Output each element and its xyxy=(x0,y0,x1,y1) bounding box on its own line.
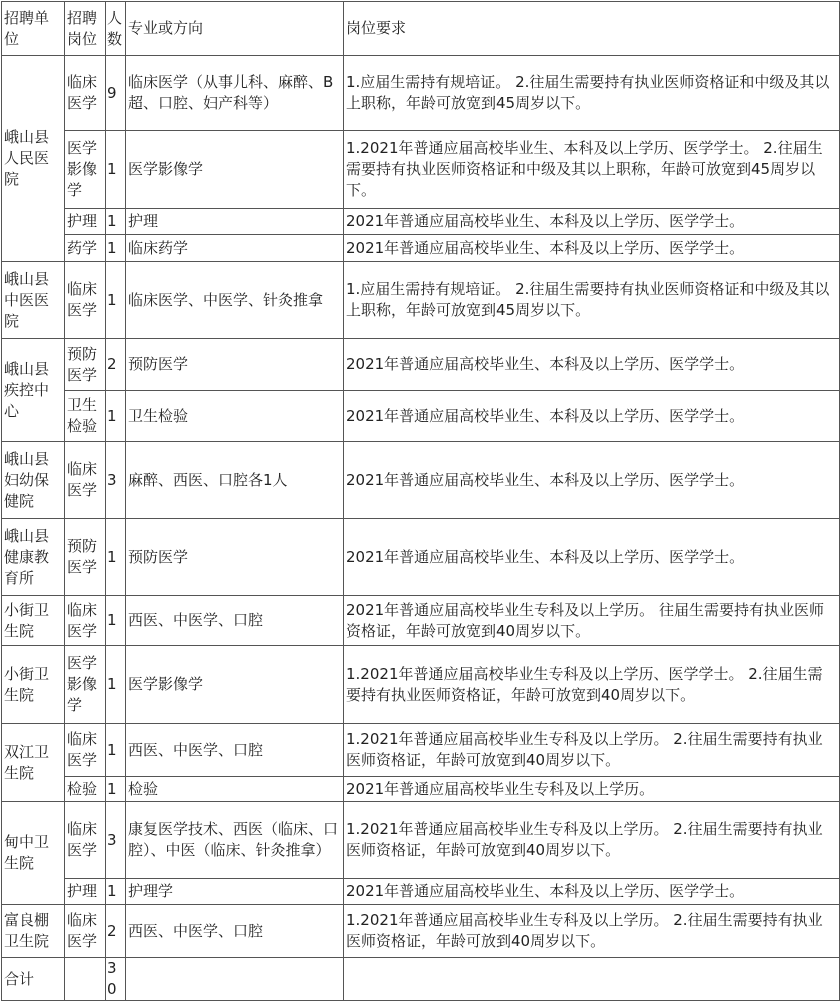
major-cell: 临床药学 xyxy=(126,235,344,262)
table-row xyxy=(2,209,840,235)
position-cell: 护理 xyxy=(65,879,106,905)
position-cell: 检验 xyxy=(65,777,106,802)
major-cell: 护理学 xyxy=(126,879,344,905)
requirement-cell: 1.2021年普通应届高校毕业生专科及以上学历、医学学士。 2.往届生需要持有执业医师资格证，年龄可放宽到40周岁以下。 xyxy=(344,646,840,724)
table-row xyxy=(2,777,840,802)
position-cell: 临床医学 xyxy=(65,596,106,646)
count-cell: 1 xyxy=(106,519,126,596)
total-label: 合计 xyxy=(2,958,65,1001)
position-cell: 医学影像学 xyxy=(65,646,106,724)
table-row xyxy=(2,391,840,442)
requirement-cell: 2021年普通应届高校毕业生专科及以上学历。 往届生需要持有执业医师资格证，年龄可放宽到40周岁以下。 xyxy=(344,596,840,646)
header-row xyxy=(2,2,840,56)
major-cell: 预防医学 xyxy=(126,339,344,391)
table-row xyxy=(2,339,840,391)
count-cell: 9 xyxy=(106,56,126,131)
recruitment-table xyxy=(1,1,840,1001)
count-cell: 1 xyxy=(106,262,126,339)
position-cell: 临床医学 xyxy=(65,56,106,131)
position-cell: 卫生检验 xyxy=(65,391,106,442)
table-row xyxy=(2,262,840,339)
count-cell: 1 xyxy=(106,209,126,235)
position-cell: 预防医学 xyxy=(65,339,106,391)
count-cell: 3 xyxy=(106,442,126,519)
unit-cell: 小街卫生院 xyxy=(2,596,65,646)
position-cell: 药学 xyxy=(65,235,106,262)
major-cell: 西医、中医学、口腔 xyxy=(126,724,344,777)
requirement-cell: 1.2021年普通应届高校毕业生专科及以上学历。 2.往届生需要持有执业医师资格证，年龄可放到40周岁以下。 xyxy=(344,905,840,958)
major-cell: 护理 xyxy=(126,209,344,235)
count-cell: 1 xyxy=(106,391,126,442)
unit-cell: 富良棚卫生院 xyxy=(2,905,65,958)
table-row xyxy=(2,596,840,646)
requirement-cell: 1.2021年普通应届高校毕业生、本科及以上学历、医学学士。 2.往届生需要持有执业医师资格证和中级及其以上职称，年龄可放宽到45周岁以下。 xyxy=(344,131,840,209)
count-cell: 2 xyxy=(106,339,126,391)
position-cell: 临床医学 xyxy=(65,262,106,339)
requirement-cell: 2021年普通应届高校毕业生、本科及以上学历、医学学士。 xyxy=(344,209,840,235)
table-row xyxy=(2,235,840,262)
requirement-cell: 1.应届生需持有规培证。 2.往届生需要持有执业医师资格证和中级及其以上职称，年龄可放宽到45周岁以下。 xyxy=(344,56,840,131)
unit-cell: 峨山县人民医院 xyxy=(2,56,65,262)
unit-cell: 峨山县中医医院 xyxy=(2,262,65,339)
table-row xyxy=(2,802,840,879)
position-cell: 预防医学 xyxy=(65,519,106,596)
requirement-cell: 2021年普通应届高校毕业生、本科及以上学历、医学学士。 xyxy=(344,235,840,262)
unit-cell: 甸中卫生院 xyxy=(2,802,65,905)
header-count: 人数 xyxy=(106,2,126,56)
count-cell: 1 xyxy=(106,777,126,802)
table-row xyxy=(2,131,840,209)
major-cell: 西医、中医学、口腔 xyxy=(126,596,344,646)
requirement-cell: 1.2021年普通应届高校毕业生专科及以上学历。 2.往届生需要持有执业医师资格证，年龄可放宽到40周岁以下。 xyxy=(344,724,840,777)
requirement-cell: 2021年普通应届高校毕业生、本科及以上学历、医学学士。 xyxy=(344,442,840,519)
count-cell: 2 xyxy=(106,905,126,958)
header-position: 招聘岗位 xyxy=(65,2,106,56)
requirement-cell: 2021年普通应届高校毕业生、本科及以上学历、医学学士。 xyxy=(344,879,840,905)
major-cell: 临床医学（从事儿科、麻醉、B超、口腔、妇产科等） xyxy=(126,56,344,131)
unit-cell: 峨山县妇幼保健院 xyxy=(2,442,65,519)
requirement-cell: 1.2021年普通应届高校毕业生专科及以上学历。 2.往届生需要持有执业医师资格证，年龄可放宽到40周岁以下。 xyxy=(344,802,840,879)
count-cell: 3 xyxy=(106,802,126,879)
table-row xyxy=(2,519,840,596)
table-row xyxy=(2,646,840,724)
count-cell: 1 xyxy=(106,131,126,209)
position-cell: 临床医学 xyxy=(65,802,106,879)
major-cell: 麻醉、西医、口腔各1人 xyxy=(126,442,344,519)
requirement-cell: 2021年普通应届高校毕业生专科及以上学历。 xyxy=(344,777,840,802)
count-cell: 1 xyxy=(106,724,126,777)
major-cell: 医学影像学 xyxy=(126,646,344,724)
header-unit: 招聘单位 xyxy=(2,2,65,56)
count-cell: 1 xyxy=(106,596,126,646)
table-row xyxy=(2,879,840,905)
total-major-empty xyxy=(126,958,344,1001)
unit-cell: 峨山县健康教育所 xyxy=(2,519,65,596)
table-row xyxy=(2,56,840,131)
unit-cell: 双江卫生院 xyxy=(2,724,65,802)
major-cell: 检验 xyxy=(126,777,344,802)
major-cell: 临床医学、中医学、针灸推拿 xyxy=(126,262,344,339)
position-cell: 临床医学 xyxy=(65,905,106,958)
requirement-cell: 2021年普通应届高校毕业生、本科及以上学历、医学学士。 xyxy=(344,339,840,391)
major-cell: 康复医学技术、西医（临床、口腔）、中医（临床、针灸推拿） xyxy=(126,802,344,879)
total-row xyxy=(2,958,840,1001)
major-cell: 医学影像学 xyxy=(126,131,344,209)
count-cell: 1 xyxy=(106,646,126,724)
major-cell: 预防医学 xyxy=(126,519,344,596)
requirement-cell: 2021年普通应届高校毕业生、本科及以上学历、医学学士。 xyxy=(344,391,840,442)
total-count: 30 xyxy=(106,958,126,1001)
requirement-cell: 1.应届生需持有规培证。 2.往届生需要持有执业医师资格证和中级及其以上职称，年龄可放宽到45周岁以下。 xyxy=(344,262,840,339)
position-cell: 临床医学 xyxy=(65,442,106,519)
table-row xyxy=(2,442,840,519)
table-row xyxy=(2,724,840,777)
requirement-cell: 2021年普通应届高校毕业生、本科及以上学历、医学学士。 xyxy=(344,519,840,596)
header-requirement: 岗位要求 xyxy=(344,2,840,56)
position-cell: 医学影像学 xyxy=(65,131,106,209)
header-major: 专业或方向 xyxy=(126,2,344,56)
position-cell: 护理 xyxy=(65,209,106,235)
unit-cell: 小街卫生院 xyxy=(2,646,65,724)
total-requirement-empty xyxy=(344,958,840,1001)
position-cell: 临床医学 xyxy=(65,724,106,777)
count-cell: 1 xyxy=(106,235,126,262)
major-cell: 西医、中医学、口腔 xyxy=(126,905,344,958)
major-cell: 卫生检验 xyxy=(126,391,344,442)
table-row xyxy=(2,905,840,958)
total-position-empty xyxy=(65,958,106,1001)
unit-cell: 峨山县疾控中心 xyxy=(2,339,65,442)
count-cell: 1 xyxy=(106,879,126,905)
